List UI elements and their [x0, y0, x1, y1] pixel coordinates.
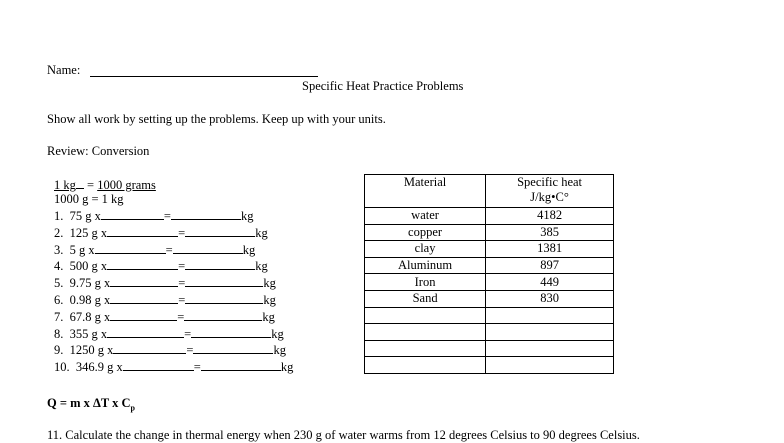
conversion-problem	[54, 208, 253, 224]
equals-sign: =	[178, 259, 186, 274]
material-cell	[365, 340, 486, 357]
equals-sign: =	[165, 242, 173, 257]
problem-value: 9.75 g x	[69, 276, 111, 291]
answer-blank[interactable]	[184, 309, 262, 321]
conversion-problem	[54, 275, 276, 291]
conversion-factor-blank[interactable]	[110, 275, 178, 287]
specific-heat-cell	[486, 340, 614, 357]
material-cell: copper	[365, 224, 486, 241]
problem-number: 8.	[54, 326, 70, 341]
answer-blank[interactable]	[191, 326, 271, 338]
conversion-inverse-line: 1000 g = 1 kg	[54, 192, 124, 206]
material-cell	[365, 324, 486, 341]
problem-number: 10.	[54, 360, 76, 375]
problem-unit: kg	[242, 242, 256, 257]
table-row	[365, 274, 614, 291]
problem-value: 500 g x	[69, 259, 108, 274]
conversion-problem	[54, 359, 293, 375]
instructions-text: Show all work by setting up the problems. Keep up with your units.	[47, 112, 386, 126]
specific-heat-cell: 830	[486, 290, 614, 307]
equals-sign: =	[178, 276, 186, 291]
conversion-factor-blank[interactable]	[110, 309, 177, 321]
problem-number: 4.	[54, 259, 70, 274]
problem-unit: kg	[263, 293, 276, 307]
problem-value: 67.8 g x	[69, 309, 111, 324]
specific-heat-formula: Q = m x ΔT x $C_p$	[47, 396, 135, 413]
specific-heat-cell	[486, 307, 614, 324]
problem-number: 3.	[54, 242, 70, 257]
conversion-factor-blank[interactable]	[101, 208, 164, 220]
conversion-grams: 1000 grams	[97, 178, 156, 192]
table-row	[365, 257, 614, 274]
material-cell: Aluminum	[365, 257, 486, 274]
problem-value: 346.9 g x	[75, 360, 123, 375]
conversion-factor-blank[interactable]	[123, 359, 194, 371]
conversion-factor-blank[interactable]	[110, 292, 178, 304]
specific-heat-cell	[486, 324, 614, 341]
conversion-problem	[54, 225, 268, 241]
material-cell	[365, 307, 486, 324]
problem-value: 75 g x	[69, 209, 101, 223]
table-row	[365, 241, 614, 258]
material-cell: clay	[365, 241, 486, 258]
conversion-problem	[54, 326, 284, 342]
specific-heat-cell: 1381	[486, 241, 614, 258]
equals-sign: =	[163, 209, 171, 223]
conversion-factor-blank[interactable]	[95, 242, 166, 254]
problem-unit: kg	[273, 343, 286, 358]
table-row	[365, 208, 614, 225]
answer-blank[interactable]	[185, 292, 263, 304]
conversion-kg: 1 kg	[54, 178, 76, 192]
problem-unit: kg	[255, 225, 268, 240]
specific-heat-cell: 897	[486, 257, 614, 274]
problem-unit: kg	[262, 309, 275, 324]
table-row	[365, 340, 614, 357]
worksheet-title: Specific Heat Practice Problems	[302, 79, 464, 93]
conversion-factor-blank[interactable]	[113, 342, 186, 354]
problem-unit: kg	[263, 276, 276, 291]
problem-number: 9.	[54, 343, 70, 358]
table-header-specific-heat: Specific heat J/kg•C°	[486, 175, 614, 208]
review-label: Review: Conversion	[47, 144, 150, 158]
problem-unit: kg	[255, 259, 268, 274]
answer-blank[interactable]	[185, 275, 263, 287]
conversion-factor-blank[interactable]	[107, 225, 178, 237]
problem-value: 125 g x	[69, 225, 108, 240]
problem-value: 1250 g x	[69, 343, 114, 358]
name-field-line[interactable]	[90, 76, 318, 77]
problem-unit: kg	[240, 209, 254, 223]
conversion-factor-blank[interactable]	[107, 326, 184, 338]
specific-heat-cell	[486, 357, 614, 374]
problem-unit: kg	[280, 360, 294, 375]
equals-sign: =	[177, 309, 185, 324]
conversion-factor-line	[54, 177, 156, 193]
problem-value: 5 g x	[69, 242, 95, 257]
question-11: 11. Calculate the change in thermal energy when 230 g of water warms from 12 degrees Celsius to 90 degrees Celsius.	[47, 428, 640, 442]
table-row	[365, 357, 614, 374]
answer-blank[interactable]	[201, 359, 281, 371]
conversion-problem	[54, 258, 268, 274]
equals-sign: =	[184, 326, 192, 341]
table-header-material: Material	[365, 175, 486, 208]
material-cell: water	[365, 208, 486, 225]
specific-heat-cell: 385	[486, 224, 614, 241]
conversion-factor-blank[interactable]	[107, 258, 178, 270]
answer-blank[interactable]	[173, 242, 243, 254]
answer-blank[interactable]	[193, 342, 273, 354]
problem-value: 0.98 g x	[69, 293, 111, 307]
table-row	[365, 324, 614, 341]
equals-sign: =	[178, 293, 186, 307]
specific-heat-cell: 449	[486, 274, 614, 291]
conversion-problem	[54, 309, 275, 325]
table-row	[365, 224, 614, 241]
problem-number: 2.	[54, 225, 70, 240]
equals-sign: =	[186, 343, 194, 358]
problem-unit: kg	[271, 326, 284, 341]
material-cell: Iron	[365, 274, 486, 291]
problem-number: 7.	[54, 309, 70, 324]
answer-blank[interactable]	[185, 225, 255, 237]
equals-sign: =	[193, 360, 201, 375]
problem-value: 355 g x	[69, 326, 108, 341]
conversion-problem	[54, 242, 255, 258]
problem-number: 1.	[54, 209, 70, 223]
conversion-problem	[54, 292, 276, 308]
conversion-eq: =	[83, 178, 98, 192]
table-row	[365, 290, 614, 307]
equals-sign: =	[178, 225, 186, 240]
material-cell: Sand	[365, 290, 486, 307]
answer-blank[interactable]	[171, 208, 241, 220]
problem-number: 5.	[54, 276, 70, 291]
conversion-problem	[54, 342, 286, 358]
table-row	[365, 307, 614, 324]
name-label: Name:	[47, 63, 81, 77]
answer-blank[interactable]	[185, 258, 255, 270]
specific-heat-table	[364, 174, 614, 374]
problem-number: 6.	[54, 293, 70, 307]
material-cell	[365, 357, 486, 374]
specific-heat-cell: 4182	[486, 208, 614, 225]
